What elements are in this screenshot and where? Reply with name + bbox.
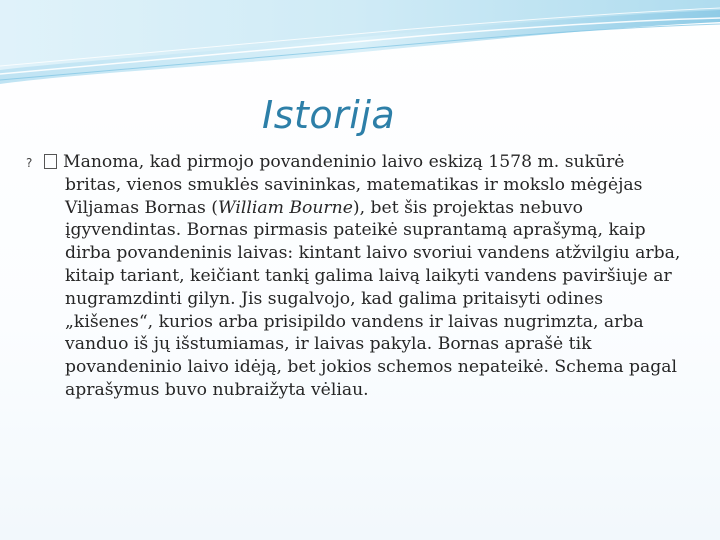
missing-glyph-box-icon bbox=[44, 154, 57, 169]
wave-highlight bbox=[0, 0, 720, 70]
bullet-paragraph bbox=[44, 151, 684, 402]
paragraph-name-italic: William Bourne bbox=[218, 197, 353, 218]
paragraph-text-part2: ), bet šis projektas nebuvo įgyvendintas. Bornas pirmasis pateikė suprantamą aprašymą, kaip dirba povandeninis laivas: kintant laivo svoriui vandens atžvilgiu arba, kitaip tariant, keičiant tankį galima laivą laikyti vandens paviršiuje ar nugramzdinti gilyn. Jis sugalvojo, kad galima pritaisyti odines „kišenes“, kurios arba prisipildo vandens ir laivas nugrimzta, arba vanduo iš jų išstumiamas, ir laivas pakyla. Bornas aprašė tik povandeninio laivo idėją, bet jokios schemos nepateikė. Schema pagal aprašymus buvo nubraižyta vėliau. bbox=[65, 197, 681, 400]
header-wave-decoration bbox=[0, 0, 720, 90]
slide-title: Istorija bbox=[262, 93, 396, 137]
paragraph-text-part1: Manoma, kad pirmojo povandeninio laivo eskizą 1578 m. sukūrė britas, vienos smuklės savininkas, matematikas ir mokslo mėgėjas Viljamas Bornas ( bbox=[63, 152, 643, 218]
body-text bbox=[44, 151, 684, 402]
